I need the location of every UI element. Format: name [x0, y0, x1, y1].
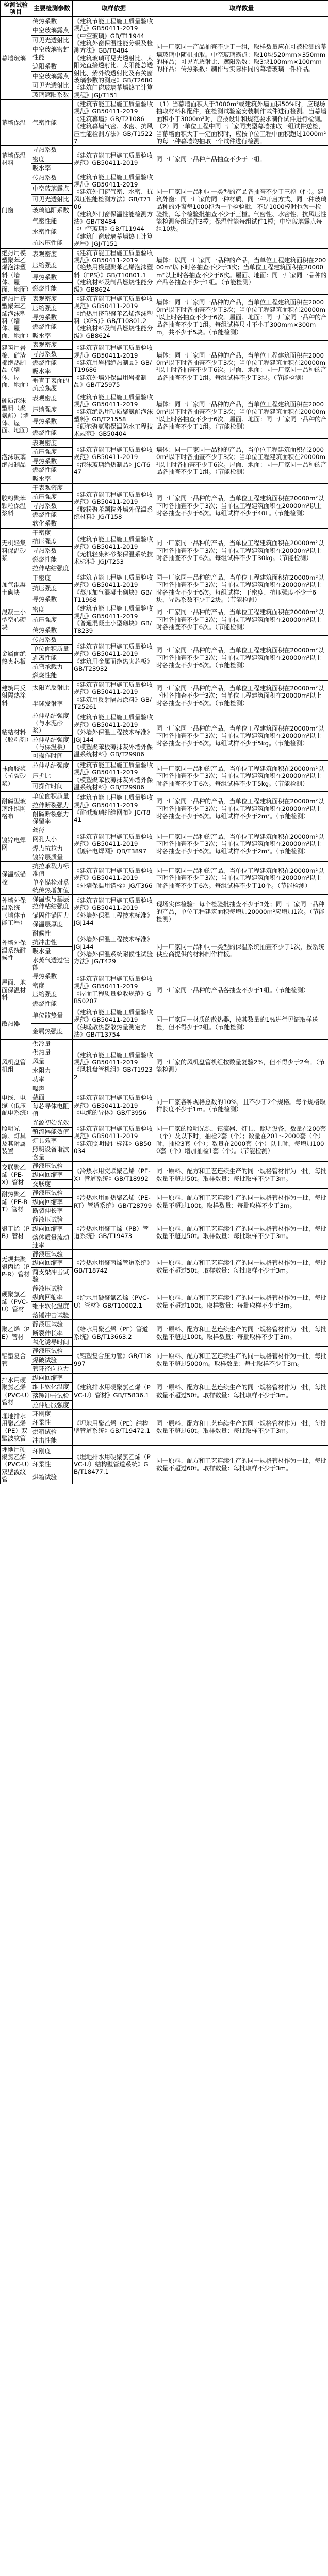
table-row — [1, 1284, 328, 1293]
table-row — [1, 1162, 328, 1171]
basis-cell: 《冷热水用交联聚乙烯（PE-X）管道系统》GB/T18992 — [73, 1162, 155, 1189]
param-cell: 燃烧性能 — [31, 511, 73, 519]
param-cell: 水阻力 — [31, 1066, 73, 1075]
table-row — [1, 573, 328, 583]
param-cell: 导热系数 — [31, 349, 73, 358]
quantity-cell: 同一厂家同一品种的产品，当单位工程建筑面积在20000m²以下时各抽查不少于3次；当单位工程建筑面积在20000m²以上时各抽查不少于6次。（节能检测） — [155, 635, 328, 680]
table-row — [1, 16, 328, 26]
table-row — [1, 1215, 328, 1224]
param-cell: 断裂伸长率 — [31, 1329, 73, 1337]
quantity-cell: 同一原料、配方和工艺连续生产的同一规格管材作为一批，每批数量不超过50t。取样数量：每批取样不少于3m。 — [155, 1374, 328, 1410]
param-cell: 纵向回缩率 — [31, 1259, 73, 1267]
param-cell: 剥离性能 — [31, 653, 73, 662]
item-name-cell: 埋地排水用聚乙烯（PE）双壁波纹管 — [1, 1410, 31, 1446]
basis-cell: 《建筑节能工程施工质量验收规范》GB50411-2019 《建筑用反射隔热涂料》GB/T25261 — [73, 680, 155, 711]
table-row — [1, 483, 328, 492]
param-cell: 单位面积质量 — [31, 792, 73, 801]
param-cell: 导热系数 — [31, 313, 73, 322]
table-row — [1, 1445, 328, 1458]
param-cell: 拉伸粘结强度（与保温板） — [31, 735, 73, 752]
param-cell: 燃烧性能 — [31, 283, 73, 294]
table-row — [1, 1410, 328, 1418]
table-body — [1, 16, 328, 1484]
quantity-cell: 现场实体检验：每个检验批抽查不少于3处；同一厂家同一品种的产品，单位工程建筑面积每增加20000m²应增加1次。（节能检测） — [155, 894, 328, 929]
param-cell: 抗压强度 — [31, 583, 73, 594]
basis-cell: 《建筑节能工程施工质量验收规范》GB50411-2019 《建筑外门窗气密、水密、抗风压性能检测方法》GB/T7106 《建筑外门窗保温性能检测方法》GB/T8484 《中空玻璃》GB/T11944 《建筑门窗玻璃幕墙热工计算规程》JGJ/T151 — [73, 173, 155, 248]
param-cell: 密度 — [31, 981, 73, 990]
param-cell: 可操作时间 — [31, 752, 73, 760]
param-cell: 耐碱断裂强力保留率 — [31, 810, 73, 826]
item-name-cell: 门窗 — [1, 173, 31, 248]
item-name-cell: 镀锌电焊网 — [1, 826, 31, 862]
basis-cell: 《冷热水用耐热聚乙烯（PE-RT）管道系统》GB/T28799 — [73, 1189, 155, 1215]
basis-cell: 《外墙外保温工程技术标准》JGJ144 《外墙外保温系统耐候性试验方法》JG/T429 — [73, 929, 155, 972]
param-cell: 落锤冲击试验 — [31, 1392, 73, 1400]
quantity-cell: 同一厂家同一品种的产品，当单位工程建筑面积在20000m²以下时各抽查不少于3次；当单位工程建筑面积在20000m²以上时各抽查不少于6次。（节能检测） — [155, 604, 328, 636]
basis-cell: 《冷热水用聚丙烯管道系统》GB/T18742 — [73, 1249, 155, 1284]
param-cell: 燃烧性能 — [31, 427, 73, 438]
basis-cell: 《建筑节能工程施工质量验收规范》GB50411-2019 《无机轻集料砂浆保温系统技术标准》JGJ/T253 — [73, 528, 155, 573]
param-cell: 光源初始光效 — [31, 1118, 73, 1127]
item-name-cell: 无规共聚聚丙烯（PP-R）管材 — [1, 1249, 31, 1284]
item-name-cell: 耐热聚乙烯（PE-RT）管材 — [1, 1189, 31, 1215]
table-row — [1, 528, 328, 537]
basis-cell: 《建筑节能工程施工质量验收规范》GB50411-2019 《屋面工程质量验收规范》GB50207 — [73, 972, 155, 1008]
param-cell: 镀锌层质量 — [31, 853, 73, 862]
param-cell: 拉伸粘结强度（与水泥砂浆） — [31, 711, 73, 735]
param-cell: 表观密度 — [31, 393, 73, 404]
item-name-cell: 绝热用挤塑聚苯乙烯泡沫塑料（墙体、屋面、地面） — [1, 294, 31, 340]
item-name-cell: 抹面胶浆（抗裂砂浆） — [1, 760, 31, 792]
basis-cell: 《冷热水用聚丁烯（PB）管道系统》GB/T19473 — [73, 1215, 155, 1250]
param-cell: 压缩强度 — [31, 404, 73, 415]
item-name-cell: 风机盘管机组 — [1, 1039, 31, 1093]
quantity-cell: 同一厂家各种规格总数的10%，且不少于2个规格。每个规格取样长度不少于1m。（节能检测） — [155, 1093, 328, 1118]
basis-cell: 《建筑节能工程施工质量验收规范》GB50411-2019 《建筑照明设计标准》GB50034 — [73, 1118, 155, 1162]
item-name-cell: 屋面、地面保温材料 — [1, 972, 31, 1008]
quantity-cell: 同一厂家同一品种的产品各抽查不少于1组。（节能检测） — [155, 972, 328, 1008]
param-cell: 表观密度 — [31, 248, 73, 260]
table-row — [1, 894, 328, 911]
header-quantity: 取样数量 — [155, 1, 328, 17]
quantity-cell: 同一厂家同一品种同一类型的产品各抽查不少于三樘（件）。建筑外窗：同一厂家的同一种材质、同一种开启方式、同一种玻璃品种的外窗每1000樘为一个检验批，不足1000樘时也为一检验批，每个检验批抽查不少于三樘。气密性、水密性、抗风压性能检测每组试件3樘；保温性能每组试件1樘；中空玻璃露点每组10块。 — [155, 173, 328, 248]
param-cell: 水蒸气透过性能 — [31, 956, 73, 972]
item-name-cell: 硬聚氯乙烯（PVC-U）管材 — [1, 1284, 31, 1320]
param-cell: 水密性能 — [31, 227, 73, 238]
table-row — [1, 862, 328, 878]
param-cell: 吸水率 — [31, 474, 73, 483]
param-cell: 燃烧性能 — [31, 671, 73, 680]
basis-cell: 《建筑节能工程施工质量验收规范》GB50411-2019 《外墙外保温工程技术标准》JGJ144 — [73, 894, 155, 929]
param-cell: 抗压强度 — [31, 493, 73, 501]
quantity-cell: 墙体：同一厂家同一品种的产品，当单位工程建筑面积在20000m²以下时各抽查不少于3次；当单位工程建筑面积在20000m²以上时各抽查不少于6次。屋面、地面：同一厂家同一品种的产品各抽查不少于1组。（节能检测） — [155, 393, 328, 438]
basis-cell: 《建筑节能工程施工质量验收规范》GB50411-2019 《建筑用岩棉绝热制品》GB/T19686 《建筑外墙外保温用岩棉制品》GB/T25975 — [73, 341, 155, 393]
basis-cell: 《建筑节能工程施工质量验收规范》GB50411-2019 《绝热用挤塑聚苯乙烯泡沫塑料（XPS）》GB/T10801.2 《建筑材料及制品燃烧性能分级》GB8624 — [73, 294, 155, 340]
param-cell: 断裂伸长率 — [31, 1207, 73, 1215]
param-cell: 密度 — [31, 155, 73, 163]
quantity-cell: 同一厂家同一品种的产品，当单位工程建筑面积在20000m²以下时各抽查不少于3次；当单位工程建筑面积在20000m²以上时各抽查不少于6次。每组试样不少于2m²。（节能检测） — [155, 792, 328, 826]
quantity-cell: 同一原料、配方和工艺连续生产的同一规格管材作为一批，每批数量不超过100t。取样数量：每批取样不少于3m。 — [155, 1320, 328, 1347]
item-name-cell: 电线、电缆（低压配电系统） — [1, 1093, 31, 1118]
param-cell: 纵向回缩率 — [31, 1197, 73, 1206]
table-row — [1, 1320, 328, 1329]
basis-cell: 《建筑节能工程施工质量验收规范》GB50411-2019 《风机盘管机组》GB/T19232 — [73, 1039, 155, 1093]
item-name-cell: 聚乙烯（PE）管材 — [1, 1320, 31, 1347]
param-cell: 导热系数 — [31, 546, 73, 555]
quantity-cell: 同一原料、配方和工艺连续生产的同一规格管材作为一批，每批数量不超过100t。取样数量：每批取样不少于3m。 — [155, 1189, 328, 1215]
param-cell: 干密度 — [31, 573, 73, 583]
param-cell: 爆破试验 — [31, 1355, 73, 1364]
basis-cell: 《建筑排水用硬聚氯乙烯（PVC-U）管材》GB/T5836.1 — [73, 1374, 155, 1410]
item-name-cell: 幕墙保温材料 — [1, 146, 31, 173]
header-basis: 取样依据 — [73, 1, 155, 17]
item-name-cell: 建筑用反射隔热涂料 — [1, 680, 31, 711]
basis-cell: 《建筑节能工程施工质量验收规范》GB50411-2019 《镀锌电焊网》QB/T3897 — [73, 826, 155, 862]
param-cell: 传热系数 — [31, 173, 73, 183]
quantity-cell: 同一厂家同一品种同一类型的保温系统抽查不少于1次，按系统供应商提供的材料制作样板。 — [155, 929, 328, 972]
param-cell: 拉伸粘结强度 — [31, 564, 73, 573]
item-name-cell: 粘结材料（胶粘剂） — [1, 711, 31, 760]
param-cell: 单位面积质量 — [31, 645, 73, 653]
param-cell: 抗弯承载力 — [31, 663, 73, 671]
basis-cell: 《建筑节能工程施工质量验收规范》GB50411-2019 《外墙外保温工程技术标准》JGJ144 《模塑聚苯板薄抹灰外墙外保温系统材料》GB/T29906 — [73, 711, 155, 760]
param-cell: 导热系数 — [31, 972, 73, 981]
param-cell: 密度 — [31, 604, 73, 615]
param-cell: 静液压试验 — [31, 1284, 73, 1293]
quantity-cell: 同一原料、配方和工艺连续生产的同一规格管材作为一批，每批数量不超过5000m。取样数量：每批取样不少于3m。 — [155, 1347, 328, 1374]
quantity-cell: 同一原料、配方和工艺连续生产的同一规格管材作为一批，每批数量不超过100t。取样数量：每批取样不少于3m。 — [155, 1284, 328, 1320]
table-row — [1, 1118, 328, 1127]
param-cell: 燃烧性能 — [31, 999, 73, 1008]
table-row — [1, 393, 328, 404]
param-cell: 熔体质量流动速率 — [31, 1233, 73, 1250]
basis-cell: 《给水用硬聚氯乙烯（PVC-U）管材》GB/T10002.1 — [73, 1284, 155, 1320]
table-row — [1, 826, 328, 835]
quantity-cell: 同一厂家同一品种的产品，当单位工程建筑面积在20000m²以下时各抽查不少于3次；当单位工程建筑面积在20000m²以上时各抽查不少于6次。每组试样不少于10个。（节能检测） — [155, 862, 328, 895]
quantity-cell: 墙体：同一厂家同一品种的产品，当单位工程建筑面积在20000m²以下时各抽查不少于3次；当单位工程建筑面积在20000m²以上时各抽查不少于6次。屋面、地面：同一厂家同一品种的产品各抽查不少于1组。每组试样不少于3块。（节能检测） — [155, 341, 328, 393]
param-cell: 管环径向拉力 — [31, 1365, 73, 1374]
basis-cell: 《建筑节能工程施工质量验收规范》GB50411-2019 《泡沫玻璃绝热制品》JC/T647 — [73, 438, 155, 483]
quantity-cell: 同一原料、配方和工艺连续生产的同一规格管材作为一批，每批数量不超过50t。取样数量：每批取样不少于3m。 — [155, 1215, 328, 1250]
param-cell: 导热系数 — [31, 594, 73, 604]
basis-cell: 《建筑节能工程施工质量验收规范》GB50411-2019 — [73, 146, 155, 173]
param-cell: 吸水率 — [31, 164, 73, 173]
header-item: 检测试验项目 — [1, 1, 31, 17]
table-row — [1, 604, 328, 615]
table-row — [1, 972, 328, 981]
quantity-cell: 墙体：同一厂家同一品种的产品，当单位工程建筑面积在20000m²以下时各抽查不少于3次；当单位工程建筑面积在20000m²以上时各抽查不少于6次。屋面、地面：同一厂家同一品种的产品各抽查不少于1组。每组试样尺寸不小于300mm×300mm，共不少于5块。（节能检测） — [155, 294, 328, 340]
param-cell: 供冷量 — [31, 1039, 73, 1048]
param-cell: 可见光透射比 — [31, 36, 73, 45]
item-name-cell: 排水用硬聚氯乙烯（PVC-U）管材 — [1, 1374, 31, 1410]
param-cell: 环刚度 — [31, 1445, 73, 1458]
param-cell: 导热系数 — [31, 456, 73, 465]
quantity-cell: 同一厂家同一品种产品抽查不少于一组。 — [155, 146, 328, 173]
param-cell: 玻璃遮阳系数 — [31, 205, 73, 216]
param-cell: 静液压试验 — [31, 1320, 73, 1329]
basis-cell: 《建筑节能工程施工质量验收规范》GB50411-2019 《普通混凝土小型砌块》GB/T8239 — [73, 604, 155, 636]
quantity-cell: 同一厂家同一品种的产品，当单位工程建筑面积在20000m²以下时各抽查不少于3次；当单位工程建筑面积在20000m²以上时各抽查不少于6次。（节能检测） — [155, 680, 328, 711]
param-cell: 冲击性能 — [31, 1436, 73, 1445]
param-cell: 可操作时间 — [31, 782, 73, 792]
quantity-cell: 同一原料、配方和工艺连续生产的同一规格管材作为一批，每批数量不超过50t。取样数量：每批取样不少于3m。 — [155, 1162, 328, 1189]
param-cell: 气密性能 — [31, 100, 73, 146]
param-cell: 传热系数 — [31, 16, 73, 26]
param-cell: 中空玻璃露点 — [31, 26, 73, 36]
item-name-cell: 幕墙玻璃 — [1, 16, 31, 99]
param-cell: 环柔性 — [31, 1458, 73, 1471]
quantity-cell: 同一厂家同一材质的散热器，按其数量的1%进行见证取样送检，但不得少于2组。（节能检测） — [155, 1008, 328, 1040]
table-row — [1, 341, 328, 349]
param-cell: 落锤冲击试验 — [31, 1311, 73, 1319]
param-cell: 抗压强度 — [31, 448, 73, 456]
param-cell: 燃烧性能 — [31, 466, 73, 474]
param-cell: 静液压试验 — [31, 1347, 73, 1355]
param-cell: 静液压试验 — [31, 1162, 73, 1171]
quantity-cell: 同一厂家的照明光源、镇流器、灯具、照明设备，数量在200套（个）及以下时，抽检2套（个）；数量在201～2000套（个）时，抽检3套（个）；数量在2000套（个）以上时，每增加1000套（个）增加抽检1套（个）。（节能检测） — [155, 1118, 328, 1162]
basis-cell: 《铝塑复合压力管》GB/T18997 — [73, 1347, 155, 1374]
basis-cell: 《埋地排水用硬聚氯乙烯（PVC-U）结构壁管道系统》GB/T18477.1 — [73, 1445, 155, 1484]
table-row — [1, 929, 328, 938]
param-cell: 抗冲击性 — [31, 938, 73, 946]
item-name-cell: 建筑用岩棉、矿渣棉绝热制品（墙体、屋面、地面） — [1, 341, 31, 393]
basis-cell: 《建筑节能工程施工质量验收规范》GB50411-2019 《外墙保温用锚栓》JG/T366 — [73, 862, 155, 895]
table-header-row — [1, 1, 328, 17]
param-cell: 压缩强度 — [31, 303, 73, 313]
item-name-cell: 照明光源、灯具及其附属装置 — [1, 1118, 31, 1162]
table-row — [1, 1374, 328, 1382]
param-cell: 照明设备谐波含量 — [31, 1145, 73, 1162]
param-cell: 供热量 — [31, 1048, 73, 1057]
item-name-cell: 胶粉聚苯颗粒保温浆料 — [1, 483, 31, 528]
param-cell: 抗压强度 — [31, 615, 73, 625]
param-cell: 垂直于表面的抗拉强度 — [31, 376, 73, 393]
param-cell: 压缩强度 — [31, 260, 73, 271]
quantity-cell: 同一厂家同一产品抽查不少于一组，取样数量应在可被检测的幕墙玻璃中随机抽取。中空玻璃露点：取10块520mm×350mm的样品；可见光透射比、遮阳系数：取3块100mm×100mm的样品；传热系数：制作与实际相同的幕墙玻璃一件样品。 — [155, 16, 328, 99]
param-cell: 烘箱试验 — [31, 1427, 73, 1436]
basis-cell: 《建筑节能工程施工质量验收规范》GB50411-2019 《模塑聚苯板薄抹灰外墙外保温系统材料》GB/T29906 — [73, 760, 155, 792]
quantity-cell: 墙体：以同一厂家同一品种的产品，当单位工程建筑面积在20000m²以下时各抽查不少于3次；当单位工程建筑面积在20000m²以上时各抽查不少于6次。屋面、地面：同一厂家同一品种的产品各抽查不少于1组。（节能检测） — [155, 248, 328, 294]
item-name-cell: 铝塑复合管 — [1, 1347, 31, 1374]
table-row — [1, 760, 328, 771]
param-cell: 噪声 — [31, 1084, 73, 1093]
param-cell: 干密度 — [31, 528, 73, 537]
param-cell: 环柔性 — [31, 1418, 73, 1427]
basis-cell: 《建筑节能工程施工质量验收规范》GB50411-2019 《建筑幕墙》GB/T21086 《建筑幕墙气密、水密、抗风压性能检测方法》GB/T15227 — [73, 100, 155, 146]
item-name-cell: 硬质泡沫塑料（聚氨酯）（墙体、屋面、地面） — [1, 393, 31, 438]
quantity-cell: 墙体：同一厂家同一品种的产品，当单位工程建筑面积在20000m²以下时各抽查不少于3次；当单位工程建筑面积在20000m²以上时各抽查不少于6次。屋面、地面：同一厂家同一品种的产品各抽查不少于1组。（节能检测） — [155, 438, 328, 483]
item-name-cell: 埋地用硬聚氯乙烯（PVC-U）双壁波纹管 — [1, 1445, 31, 1484]
header-params: 主要检测参数 — [31, 1, 73, 17]
param-cell: 单个锚栓对系统传热增加值 — [31, 878, 73, 895]
param-cell: 气密性能 — [31, 216, 73, 227]
param-cell: 中空玻璃露点 — [31, 183, 73, 194]
basis-cell: 《建筑节能工程施工质量验收规范》GB50411-2019 《建筑绝热用硬质聚氨酯泡沫塑料》GB/T21558 《硬泡聚氨酯保温防水工程技术规范》GB50404 — [73, 393, 155, 438]
param-cell: 传热系数 — [31, 635, 73, 644]
param-cell: 表观密度 — [31, 341, 73, 349]
item-name-cell: 外墙外保温系统耐候性 — [1, 929, 31, 972]
item-name-cell: 混凝土小型空心砌块 — [1, 604, 31, 636]
param-cell: 每芯导体电阻值 — [31, 1102, 73, 1118]
param-cell: 锚固件锚固力 — [31, 911, 73, 920]
param-cell: 风量 — [31, 1057, 73, 1066]
param-cell: 抗拉承载力标准值 — [31, 862, 73, 878]
table-row — [1, 438, 328, 447]
item-name-cell: 散热器 — [1, 1008, 31, 1040]
param-cell: 拉伸屈服强度 — [31, 1400, 73, 1409]
param-cell: 中空玻璃露点 — [31, 72, 73, 81]
quantity-cell: （1）当幕墙面积大于3000m²或建筑外墙面积50%时，应现场抽取材料和配件，在检测试验室安装制作试件进行检测。当幕墙面积小于3000m²时，应按设计和规范要求制作试件进行检测。（2）同一单位工程中同一厂家同类型幕墙抽取一组试件送检，当幕墙面积大于一定面积时，应按单位工程中面积超过1000m²的每一种幕墙均抽取一个试件进行检测。 — [155, 100, 328, 146]
param-cell: 导热系数 — [31, 146, 73, 155]
param-cell: 纵向回缩率 — [31, 1374, 73, 1382]
param-cell: 保温板与基层拉伸粘结强度 — [31, 894, 73, 911]
param-cell: 功率 — [31, 1075, 73, 1084]
quantity-cell: 同一厂家同一品种的产品，当单位工程建筑面积在20000m²以下时各抽查不少于3次；当单位工程建筑面积在20000m²以上时各抽查不少于6次。每组试样不少于40L。（节能检测） — [155, 483, 328, 528]
quantity-cell: 同一厂家同一品种的产品，当单位工程建筑面积在20000m²以下时各抽查不少于3次；当单位工程建筑面积在20000m²以上时各抽查不少于6次。每组试样不少于5kg。（节能检测） — [155, 711, 328, 760]
quantity-cell: 同一厂家同一品种的产品，当单位工程建筑面积在20000m²以下时各抽查不少于3次；当单位工程建筑面积在20000m²以上时各抽查不少于6次。每组试样不少于30kg。（节能检测） — [155, 528, 328, 573]
item-name-cell: 金属面绝热夹芯板 — [1, 635, 31, 680]
table-row — [1, 146, 328, 155]
param-cell: 干表观密度 — [31, 483, 73, 492]
item-name-cell: 交联聚乙烯（PE-X）管材 — [1, 1162, 31, 1189]
param-cell: 单位散热量 — [31, 1008, 73, 1024]
param-cell: 导热系数 — [31, 272, 73, 283]
param-cell: 拉伸粘结强度 — [31, 760, 73, 771]
basis-cell: 《埋地用聚乙烯（PE）结构壁管道系统》GB/T19472.1 — [73, 1410, 155, 1446]
param-cell: 氧化诱导时间 — [31, 1337, 73, 1346]
quantity-cell: 同一原料、配方和工艺连续生产的同一规格管材作为一批，每批数量不超过60t。取样数量：每批取样不少于3m。 — [155, 1410, 328, 1446]
basis-cell: 《建筑节能工程施工质量验收规范》GB50411-2019 《建筑用金属面绝热夹芯板》GB/T23932 — [73, 635, 155, 680]
table-row — [1, 248, 328, 260]
param-cell: 吸水率 — [31, 331, 73, 341]
param-cell: 燃烧性能 — [31, 322, 73, 331]
table-row — [1, 635, 328, 644]
param-cell: 焊点抗拉力 — [31, 844, 73, 853]
param-cell: 吸水率 — [31, 367, 73, 376]
basis-cell: 《建筑节能工程施工质量验收规范》GB50411-2019 《中空玻璃》GB/T11944 《建筑外窗保温性能分级及检测方法》GB/T8484 《建筑玻璃可见光透射比、太阳光直接透射比、太阳能总透射比、紫外线透射比及有关窗玻璃参数的测定》GB/T2680 《建筑门窗玻璃幕墙热工计算规程》JGJ/T151 — [73, 16, 155, 99]
param-cell: 维卡软化温度 — [31, 1302, 73, 1311]
param-cell: 耐候性 — [31, 929, 73, 938]
item-name-cell: 外墙外保温系统（墙体节能工程） — [1, 894, 31, 929]
quantity-cell: 同一厂家的风机盘管机组按数量复验2%，但不得少于2台。（节能检测） — [155, 1039, 328, 1093]
table-row — [1, 173, 328, 183]
item-name-cell: 耐碱型玻璃纤维网格布 — [1, 792, 31, 826]
param-cell: 简支梁冲击试验 — [31, 1267, 73, 1284]
basis-cell: 《建筑节能工程施工质量验收规范》GB50411-2019 《电缆的导体》GB/T3956 — [73, 1093, 155, 1118]
basis-cell: 《建筑节能工程施工质量验收规范》GB50411-2019 《供暖散热器散热量测定方法》GB/T13754 — [73, 1008, 155, 1040]
item-name-cell: 聚丁烯（PB）管材 — [1, 1215, 31, 1250]
item-name-cell: 幕墙保温 — [1, 100, 31, 146]
table-row — [1, 1249, 328, 1258]
param-cell: 导热系数 — [31, 501, 73, 510]
basis-cell: 《给水用聚乙烯（PE）管道系统》GB/T13663.2 — [73, 1320, 155, 1347]
param-cell: 抗压强度 — [31, 537, 73, 546]
param-cell: 静液压试验 — [31, 1215, 73, 1224]
basis-cell: 《建筑节能工程施工质量验收规范》GB50411-2019 《胶粉聚苯颗粒外墙外保温系统材料》JG/T158 — [73, 483, 155, 528]
param-cell: 吸水量 — [31, 947, 73, 956]
param-cell: 半球发射率 — [31, 696, 73, 711]
item-name-cell: 加气混凝土砌块 — [1, 573, 31, 604]
param-cell: 软化系数 — [31, 519, 73, 528]
quantity-cell: 同一原料、配方和工艺连续生产的同一规格管材作为一批，每批数量不超过60t。取样数量：每批取样不少于3m。 — [155, 1445, 328, 1484]
param-cell: 表观密度 — [31, 438, 73, 447]
param-cell: 太阳光反射比 — [31, 680, 73, 696]
param-cell: 丝径 — [31, 826, 73, 835]
param-cell: 燃烧性能 — [31, 555, 73, 564]
param-cell: 截面 — [31, 1093, 73, 1101]
param-cell: 传热系数 — [31, 625, 73, 635]
param-cell: 压缩强度 — [31, 990, 73, 999]
quantity-cell: 同一厂家同一品种的产品，当单位工程建筑面积在20000m²以下时各抽查不少于3次；当单位工程建筑面积在20000m²以上时各抽查不少于6次。每组试样不少于2m²。（节能检测） — [155, 826, 328, 862]
table-row — [1, 100, 328, 146]
param-cell: 静液压试验 — [31, 1189, 73, 1197]
param-cell: 玻璃遮阳系数 — [31, 90, 73, 99]
table-row — [1, 294, 328, 303]
param-cell: 抗风压性能 — [31, 238, 73, 248]
param-cell: 维卡软化温度 — [31, 1382, 73, 1391]
basis-cell: 《建筑节能工程施工质量验收规范》GB50411-2019 《蒸压加气混凝土砌块》GB/T11968 — [73, 573, 155, 604]
param-cell: 纵向回缩率 — [31, 1171, 73, 1179]
table-row — [1, 1039, 328, 1048]
item-name-cell: 保温板锚栓 — [1, 862, 31, 895]
param-cell: 表观密度 — [31, 294, 73, 303]
table-row — [1, 711, 328, 735]
table-row — [1, 1347, 328, 1355]
item-name-cell: 无机轻集料保温砂浆 — [1, 528, 31, 573]
param-cell: 可见光透射比 — [31, 194, 73, 205]
param-cell: 保温层厚度 — [31, 920, 73, 929]
table-row — [1, 792, 328, 801]
param-cell: 可见光透射比 — [31, 81, 73, 90]
basis-cell: 《建筑节能工程施工质量验收规范》GB50411-2019 《耐碱玻璃纤维网布》JC/T841 — [73, 792, 155, 826]
basis-cell: 《建筑节能工程施工质量验收规范》GB50411-2019 《绝热用模塑聚苯乙烯泡沫塑料（EPS）》GB/T10801.1 《建筑材料及制品燃烧性能分级》GB8624 — [73, 248, 155, 294]
quantity-cell: 同一原料、配方和工艺连续生产的同一规格管材作为一批，每批数量不超过50t。取样数量：每批取样不少于3m。 — [155, 1249, 328, 1284]
quantity-cell: 同一厂家同一品种的产品，当单位工程建筑面积在20000m²以下时各抽查不少于3次；当单位工程建筑面积在20000m²以上时各抽查不少于6次。每组试样不少于5kg。（节能检测） — [155, 760, 328, 792]
param-cell: 燃烧性能 — [31, 358, 73, 367]
item-name-cell: 泡沫玻璃绝热制品 — [1, 438, 31, 483]
param-cell: 灯具效率 — [31, 1136, 73, 1145]
param-cell: 压折比 — [31, 771, 73, 781]
param-cell: 静液压试验 — [31, 1249, 73, 1258]
param-cell: 金属热强度 — [31, 1024, 73, 1039]
param-cell: 环刚度 — [31, 1410, 73, 1418]
table-row — [1, 1008, 328, 1024]
item-name-cell: 绝热用模塑聚苯乙烯泡沫塑料（墙体、屋面、地面） — [1, 248, 31, 294]
table-row — [1, 680, 328, 696]
table-row — [1, 1189, 328, 1197]
param-cell: 镇流器能效值 — [31, 1127, 73, 1136]
table-row — [1, 1093, 328, 1101]
param-cell: 交联度 — [31, 1179, 73, 1188]
param-cell: 纵向回缩率 — [31, 1293, 73, 1301]
quantity-cell: 同一厂家同一品种的产品，当单位工程建筑面积在20000m²以下时各抽查不少于3次；当单位工程建筑面积在20000m²以上时各抽查不少于6次。每组试样：干密度、抗压强度不少于6块，导热系数不少于2块。（节能检测） — [155, 573, 328, 604]
param-cell: 导热系数 — [31, 416, 73, 427]
param-cell: 遮阳系数 — [31, 62, 73, 71]
param-cell: 拉伸断裂强力 — [31, 801, 73, 809]
param-cell: 中空玻璃密封性能 — [31, 45, 73, 62]
param-cell: 纵向回缩率 — [31, 1224, 73, 1233]
param-cell: 网孔大小 — [31, 835, 73, 844]
param-cell: 烘箱试验 — [31, 1471, 73, 1484]
